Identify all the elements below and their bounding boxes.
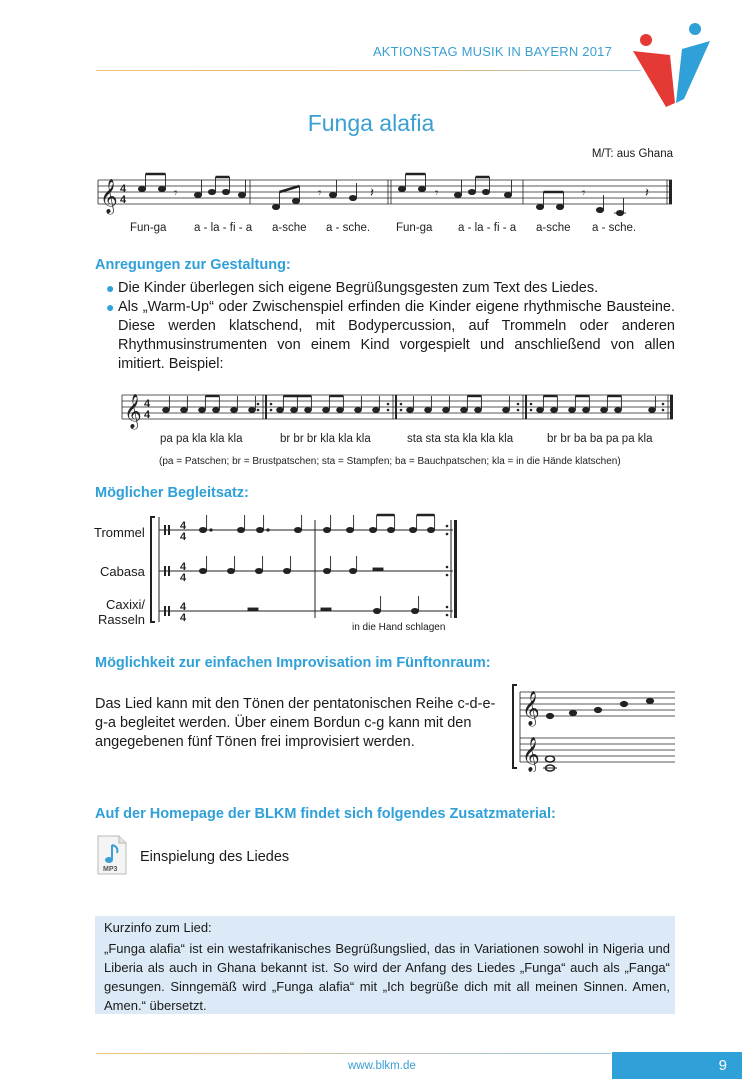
info-body: „Funga alafia“ ist ein westafrikanisches Begrüßungslied, das in Variationen sowohl in Nigeria und Liberia als auch in Ghana bekannt ist. So wird der Anfang des Liedes „Funga“ auch als „Fanga“ gesungen. Sinngemäß wird „Funga alafia“ mit „Ich begrüße dich mit all meinen Sinnen. Amen, Amen.“ übersetzt.	[104, 941, 670, 1013]
page-number: 9	[718, 1057, 727, 1074]
ideas-bullet-2: ● Als „Warm-Up“ oder Zwischenspiel erfinden die Kinder eigene rhythmische Bausteine. Diese werden klatschend, mit Bodypercussion, auf Trommeln oder anderen Rhythmusinstrumenten von einem Kind vorgespielt und anschließend von allen imitiert. Beispiel:	[106, 299, 675, 372]
ideas-heading: Anregungen zur Gestaltung:	[95, 257, 291, 273]
accompaniment-heading: Möglicher Begleitsatz:	[95, 485, 249, 501]
ideas-bullet-1: ● Die Kinder überlegen sich eigene Begrüßungsgesten zum Text des Liedes.	[106, 280, 599, 296]
lyric: a-sche	[272, 222, 307, 234]
svg-text:4: 4	[144, 398, 151, 410]
instrument-label: Cabasa	[100, 564, 145, 579]
rhythm-syllables: sta sta sta kla kla kla	[407, 433, 514, 445]
svg-text:𝄽: 𝄽	[370, 185, 374, 200]
svg-text:4: 4	[144, 409, 151, 421]
accompaniment-annotation: in die Hand schlagen	[352, 622, 446, 633]
instrument-label: Trommel	[94, 525, 145, 540]
svg-text:𝄞: 𝄞	[522, 738, 540, 771]
svg-text:4: 4	[120, 183, 127, 195]
lyric: Fun-ga	[130, 222, 167, 234]
svg-text:𝄾: 𝄾	[582, 185, 586, 200]
header-title: AKTIONSTAG MUSIK IN BAYERN 2017	[372, 44, 612, 59]
svg-text:4: 4	[180, 520, 187, 532]
svg-text:4: 4	[180, 601, 187, 613]
info-title: Kurzinfo zum Lied:	[104, 920, 212, 935]
rhythm-legend: (pa = Patschen; br = Brustpatschen; sta = Stampfen; ba = Bauchpatschen; kla = in die Hände klatschen)	[159, 456, 621, 467]
footer-divider	[96, 1053, 611, 1054]
improv-text: Das Lied kann mit den Tönen der pentatonischen Reihe c-d-e-g-a begleitet werden. Über einem Bordun c-g kann mit den angegebenen fünf Tönen frei improvisiert werden.	[95, 696, 496, 750]
svg-text:4: 4	[120, 194, 127, 206]
svg-text:𝄽: 𝄽	[645, 185, 649, 200]
svg-text:𝄞: 𝄞	[124, 395, 142, 428]
svg-text:𝄾: 𝄾	[435, 185, 439, 200]
instrument-label: Caxixi/	[106, 597, 146, 612]
svg-text:4: 4	[180, 561, 187, 573]
rhythm-score	[118, 385, 678, 470]
svg-text:𝄾: 𝄾	[318, 185, 322, 200]
lyric: a - sche.	[592, 222, 637, 234]
svg-text:𝄞: 𝄞	[100, 180, 118, 213]
instrument-label: Rasseln	[98, 612, 145, 627]
improv-heading: Möglichkeit zur einfachen Improvisation im Fünftonraum:	[95, 655, 491, 671]
mp3-label: MP3	[103, 866, 118, 873]
rhythm-syllables: br br br kla kla kla	[280, 433, 371, 445]
accompaniment-score	[145, 512, 470, 637]
lyric: a - sche.	[326, 222, 371, 234]
svg-text:4: 4	[180, 572, 187, 584]
rhythm-syllables: pa pa kla kla kla	[160, 433, 243, 445]
lyric: a - la - fi - a	[194, 222, 253, 234]
footer-url[interactable]: www.blkm.de	[348, 1060, 416, 1072]
song-title: Funga alafia	[307, 110, 435, 136]
rhythm-syllables: br br ba ba pa pa kla	[547, 433, 653, 445]
lyric: a - la - fi - a	[458, 222, 517, 234]
pentatonic-notes	[543, 698, 654, 771]
header-divider	[96, 70, 641, 71]
logo-icon	[630, 15, 712, 110]
svg-text:𝄞: 𝄞	[522, 692, 540, 725]
lyric: a-sche	[536, 222, 571, 234]
song-credit: M/T: aus Ghana	[591, 148, 673, 160]
rhythm-notes	[163, 396, 656, 413]
svg-text:4: 4	[180, 612, 187, 624]
homepage-heading: Auf der Homepage der BLKM findet sich folgendes Zusatzmaterial:	[95, 806, 556, 822]
lyric: Fun-ga	[396, 222, 433, 234]
svg-text:𝄾: 𝄾	[174, 185, 178, 200]
svg-text:4: 4	[180, 531, 187, 543]
song-score	[90, 170, 680, 240]
pentatonic-score	[510, 680, 680, 772]
mp3-file-icon[interactable]	[97, 835, 127, 875]
mp3-link[interactable]: Einspielung des Liedes	[140, 849, 290, 865]
